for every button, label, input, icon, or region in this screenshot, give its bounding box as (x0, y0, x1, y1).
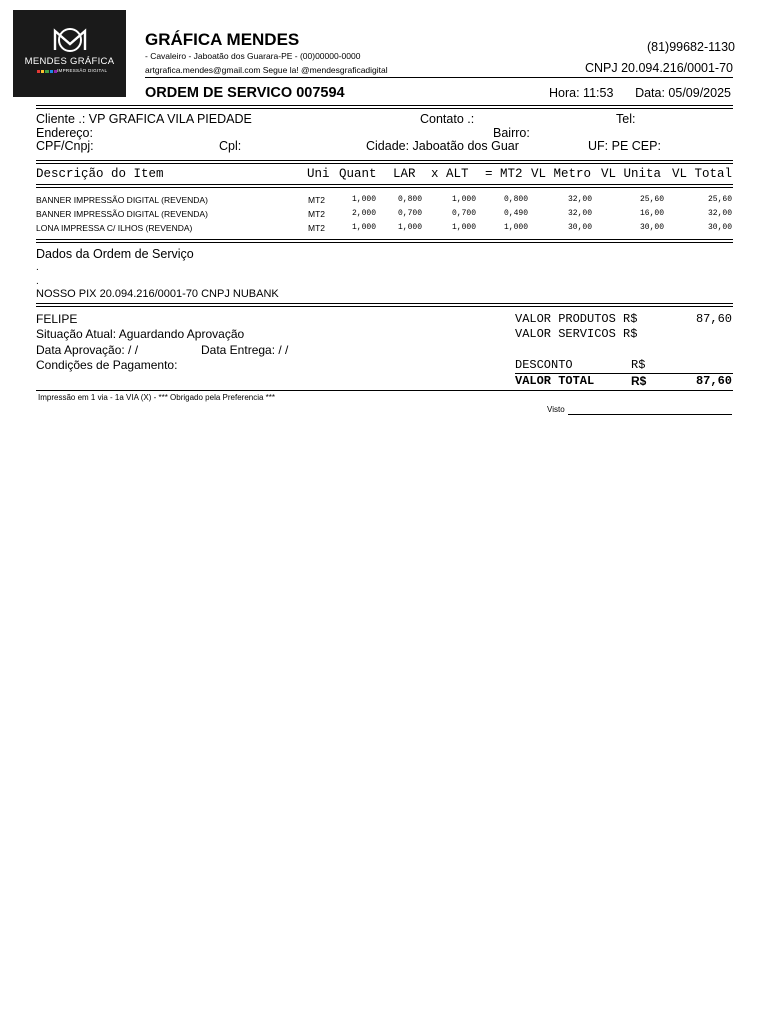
row-vl-total: 30,00 (707, 223, 732, 232)
row-lar: 0,700 (397, 209, 422, 218)
status-text: Situação Atual: Aguardando Aprovação (36, 327, 245, 341)
client-name: Cliente .: VP GRAFICA VILA PIEDADE (36, 112, 252, 126)
divider (36, 306, 733, 307)
divider (36, 163, 733, 164)
row-alt: 1,000 (451, 223, 476, 232)
total-value-label: VALOR TOTAL (515, 374, 595, 388)
print-note: Impressão em 1 via - 1a VIA (X) - *** Obrigado pela Preferencia *** (38, 393, 275, 402)
client-address: Endereço: (36, 126, 93, 140)
logo-sub-text: IMPRESSÃO DIGITAL (57, 68, 108, 73)
header-quant: Quant (339, 167, 377, 181)
service-title: Dados da Ordem de Serviço (36, 247, 194, 261)
row-quant: 1,000 (351, 195, 376, 204)
attendant-name: FELIPE (36, 312, 78, 326)
header-alt: x ALT (431, 167, 469, 181)
row-vl-total: 32,00 (707, 209, 732, 218)
company-name: GRÁFICA MENDES (145, 30, 300, 49)
service-line: . (36, 262, 39, 273)
company-phone: (81)99682-1130 (646, 40, 735, 54)
payment-conditions: Condições de Pagamento: (36, 358, 178, 372)
company-address: - Cavaleiro - Jaboatão dos Guarara-PE - (00)00000-0000 (145, 51, 361, 61)
header-vl-metro: VL Metro (531, 167, 592, 181)
logo-mark-icon (49, 26, 91, 54)
row-vl-total: 25,60 (707, 195, 732, 204)
logo-brand-text: MENDES GRÁFICA (24, 56, 115, 67)
order-date: Data: 05/09/2025 (635, 86, 731, 100)
header-vl-total: VL Total (671, 167, 732, 181)
header-lar: LAR (393, 167, 416, 181)
row-vl-metro: 32,00 (567, 195, 592, 204)
order-time: Hora: 11:53 (549, 86, 614, 100)
row-quant: 1,000 (351, 223, 376, 232)
header-descricao: Descrição do Item (36, 167, 164, 181)
client-contact: Contato .: (420, 112, 475, 126)
divider (36, 239, 733, 240)
discount-label: DESCONTO (515, 358, 573, 372)
client-cpf: CPF/Cnpj: (36, 139, 94, 153)
services-value-label: VALOR SERVICOS R$ (515, 327, 638, 341)
company-logo (13, 10, 126, 97)
client-cpl: Cpl: (219, 139, 242, 153)
total-value: 87,60 (695, 374, 732, 388)
service-line: . (36, 276, 39, 287)
row-vl-unita: 30,00 (639, 223, 664, 232)
total-value-currency: R$ (631, 374, 647, 388)
row-mt2: 0,800 (503, 195, 528, 204)
row-vl-metro: 30,00 (567, 223, 592, 232)
company-email-social: artgrafica.mendes@gmail.com Segue la! @mendesgraficadigital (145, 65, 388, 75)
service-pix: NOSSO PIX 20.094.216/0001-70 CNPJ NUBANK (36, 288, 279, 300)
row-alt: 0,700 (451, 209, 476, 218)
client-city: Cidade: Jaboatão dos Guar (366, 139, 519, 153)
row-lar: 0,800 (397, 195, 422, 204)
products-value: 87,60 (695, 312, 732, 326)
header-uni: Uni (307, 167, 330, 181)
client-bairro: Bairro: (493, 126, 530, 140)
divider (36, 303, 733, 304)
row-uni: MT2 (308, 223, 325, 233)
row-desc: BANNER IMPRESSÃO DIGITAL (REVENDA) (36, 209, 208, 219)
divider (36, 108, 733, 109)
client-uf-cep: UF: PE CEP: (588, 139, 661, 153)
products-value-label: VALOR PRODUTOS R$ (515, 312, 638, 326)
divider (36, 184, 733, 185)
row-vl-unita: 16,00 (639, 209, 664, 218)
divider (36, 105, 733, 106)
divider (36, 390, 733, 391)
signature-label: Visto (547, 405, 565, 414)
row-vl-unita: 25,60 (639, 195, 664, 204)
row-vl-metro: 32,00 (567, 209, 592, 218)
signature-line (568, 414, 732, 415)
order-title: ORDEM DE SERVICO 007594 (145, 85, 345, 101)
header-vl-unita: VL Unita (601, 167, 662, 181)
client-tel: Tel: (616, 112, 636, 126)
company-cnpj: CNPJ 20.094.216/0001-70 (584, 61, 733, 75)
row-desc: BANNER IMPRESSÃO DIGITAL (REVENDA) (36, 195, 208, 205)
row-lar: 1,000 (397, 223, 422, 232)
row-alt: 1,000 (451, 195, 476, 204)
row-mt2: 0,490 (503, 209, 528, 218)
approval-date: Data Aprovação: / / (36, 343, 139, 357)
delivery-date: Data Entrega: / / (201, 343, 289, 357)
row-mt2: 1,000 (503, 223, 528, 232)
row-quant: 2,000 (351, 209, 376, 218)
row-uni: MT2 (308, 209, 325, 219)
discount-currency: R$ (631, 358, 646, 372)
divider (36, 242, 733, 243)
row-uni: MT2 (308, 195, 325, 205)
logo-color-dots (37, 70, 57, 73)
row-desc: LONA IMPRESSA C/ ILHOS (REVENDA) (36, 223, 193, 233)
header-mt2: = MT2 (485, 167, 523, 181)
divider (36, 160, 733, 161)
divider (36, 187, 733, 188)
divider (145, 77, 733, 78)
